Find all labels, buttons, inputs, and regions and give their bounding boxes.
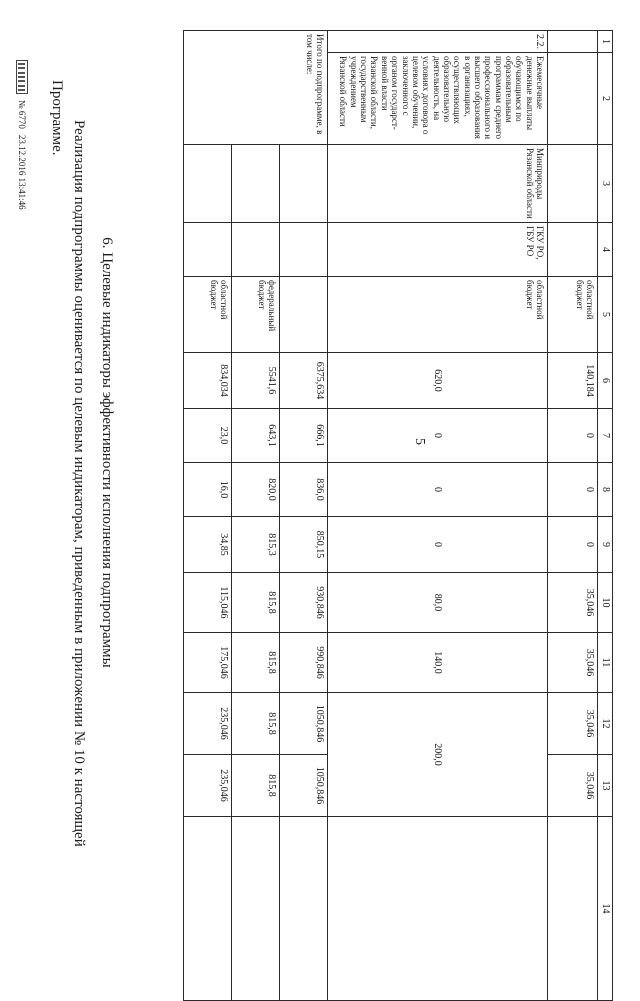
- col-number: 5: [598, 277, 613, 353]
- empty-cell: [280, 145, 328, 223]
- col-number: 13: [598, 755, 613, 817]
- column-number-row: [598, 31, 613, 1001]
- value-cell: 115,046: [184, 573, 232, 633]
- budget-table: [183, 30, 613, 1001]
- empty-cell: [548, 817, 598, 1001]
- total-label: Итого по подпрограмме, в том числе:: [184, 31, 328, 145]
- col-number: 1: [598, 31, 613, 53]
- value-cell: 35,046: [548, 573, 598, 633]
- value-cell: 34,85: [184, 517, 232, 573]
- empty-cell: [328, 817, 548, 1001]
- value-cell: 35,046: [548, 693, 598, 755]
- empty-cell: [548, 31, 598, 53]
- value-cell: 0: [328, 409, 548, 463]
- empty-cell: [184, 223, 232, 277]
- section-heading: 6. Целевые индикаторы эффективности исполнения подпрограммы: [99, 237, 115, 668]
- page-number: 5: [412, 438, 427, 445]
- value-cell: 815,3: [232, 517, 280, 573]
- barcode-stamp-icon: [16, 60, 28, 94]
- value-cell: 140,184: [548, 353, 598, 409]
- value-cell: 16,0: [184, 463, 232, 517]
- table-row-federal: [232, 31, 280, 1001]
- col-number: 6: [598, 353, 613, 409]
- measure-name: Ежемесячные денежные выплаты обучающимся по образовательным программам среднего профессионального и высшего образования в организациях, осуществляющих образовательную деятельность, на условиях договора о целевом обучении, заключенного с органом государст-венной власти Рязанской области, государственным учреждением Рязанской области: [328, 53, 548, 145]
- table-row-total: [280, 31, 328, 1001]
- value-cell: 1050,846: [280, 755, 328, 817]
- empty-cell: [280, 277, 328, 353]
- table-row-continuation: [548, 31, 598, 1001]
- empty-cell: [548, 145, 598, 223]
- value-cell: 0: [548, 409, 598, 463]
- empty-cell: [548, 223, 598, 277]
- value-cell: 815,8: [232, 693, 280, 755]
- value-cell: 235,046: [184, 693, 232, 755]
- col-number: 9: [598, 517, 613, 573]
- empty-cell: [232, 223, 280, 277]
- value-cell: 815,8: [232, 755, 280, 817]
- value-cell: 140,0: [328, 633, 548, 693]
- empty-cell: [184, 817, 232, 1001]
- empty-cell: [280, 817, 328, 1001]
- empty-cell: [232, 817, 280, 1001]
- value-cell: 0: [328, 517, 548, 573]
- table-row-2-2: [328, 31, 548, 1001]
- document-number: № 6770: [17, 100, 27, 129]
- table-row-regional: [184, 31, 232, 1001]
- empty-cell: [232, 145, 280, 223]
- empty-cell: [280, 223, 328, 277]
- value-cell: 1050,846: [280, 693, 328, 755]
- value-cell: 35,046: [548, 755, 598, 817]
- value-cell: 820,0: [232, 463, 280, 517]
- value-cell: 0: [548, 517, 598, 573]
- col-number: 4: [598, 223, 613, 277]
- source-cell: областной бюджет: [328, 277, 548, 353]
- col-number: 11: [598, 633, 613, 693]
- value-cell: 815,8: [232, 633, 280, 693]
- source-cell: федеральный бюджет: [232, 277, 280, 353]
- value-cell: 836,0: [280, 463, 328, 517]
- value-cell: 200,0: [328, 693, 548, 817]
- empty-cell: [184, 145, 232, 223]
- col-number: 12: [598, 693, 613, 755]
- value-cell: 0: [548, 463, 598, 517]
- value-cell: 35,046: [548, 633, 598, 693]
- source-cell: областной бюджет: [548, 277, 598, 353]
- value-cell: 23,0: [184, 409, 232, 463]
- value-cell: 5541,6: [232, 353, 280, 409]
- value-cell: 930,846: [280, 573, 328, 633]
- value-cell: 0: [328, 463, 548, 517]
- col-number: 7: [598, 409, 613, 463]
- col-number: 2: [598, 53, 613, 145]
- value-cell: 6375,634: [280, 353, 328, 409]
- source-cell: областной бюджет: [184, 277, 232, 353]
- document-timestamp: 23.12.2016 13:41:46: [17, 134, 27, 210]
- executor-cell: Минприроды Рязанской области: [328, 145, 548, 223]
- value-cell: 80,0: [328, 573, 548, 633]
- empty-cell: [548, 53, 598, 145]
- value-cell: 815,8: [232, 573, 280, 633]
- col-number: 14: [598, 817, 613, 1001]
- body-paragraph: Реализация подпрограммы оценивается по целевым индикаторам, приведенным в приложении № 10 к настоящей Программе.: [49, 80, 87, 847]
- value-cell: 834,034: [184, 353, 232, 409]
- row-number: 2.2.: [328, 31, 548, 53]
- value-cell: 175,046: [184, 633, 232, 693]
- value-cell: 850,15: [280, 517, 328, 573]
- col-number: 3: [598, 145, 613, 223]
- participant-cell: ГКУ РО, ГБУ РО: [328, 223, 548, 277]
- value-cell: 666,1: [280, 409, 328, 463]
- col-number: 10: [598, 573, 613, 633]
- value-cell: 990,846: [280, 633, 328, 693]
- col-number: 8: [598, 463, 613, 517]
- document-footer: [16, 60, 28, 210]
- value-cell: 620,0: [328, 353, 548, 409]
- value-cell: 235,046: [184, 755, 232, 817]
- value-cell: 643,1: [232, 409, 280, 463]
